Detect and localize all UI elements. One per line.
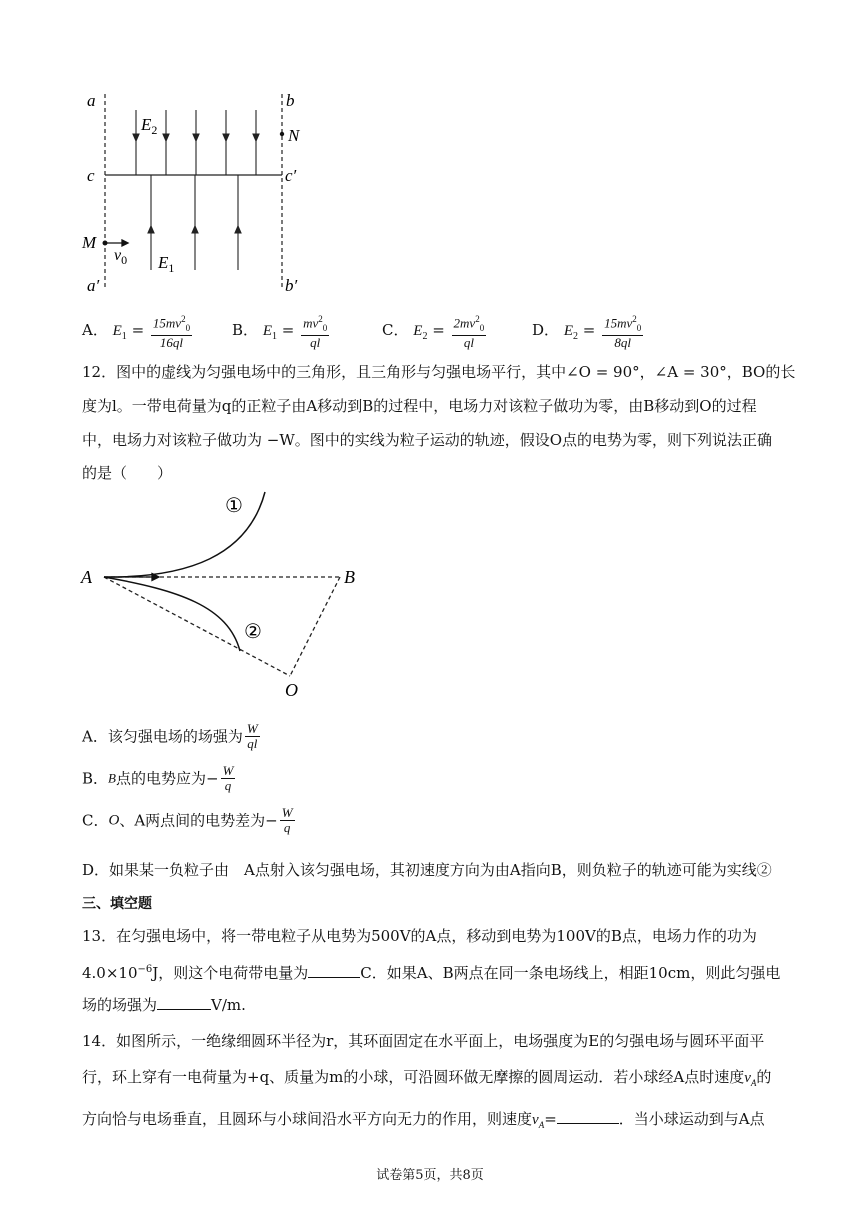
- option-text: A．该匀强电场的场强为: [82, 727, 243, 746]
- text: V/m.: [211, 996, 246, 1014]
- label-point-a: A: [81, 567, 92, 587]
- option-text: 点的电势应为−: [115, 769, 219, 788]
- text: 方向恰与电场垂直，且圆环与小球间沿水平方向无力的作用，则速度: [82, 1110, 533, 1128]
- q12-option-a: [82, 722, 262, 751]
- q12-line-3: 中，电场力对该粒子做功为 −W。图中的实线为粒子运动的轨迹，假设O点的电势为零，则下列说法正确: [82, 431, 773, 449]
- label-v0: $v_0$: [114, 247, 128, 267]
- option-letter: C．: [82, 811, 109, 830]
- text: J，则这个电荷带电量为: [152, 964, 309, 982]
- answer-blank-velocity[interactable]: [557, 1108, 619, 1124]
- point-n: [280, 132, 284, 136]
- label-point-b: B: [344, 567, 355, 587]
- label-b: b: [286, 91, 295, 110]
- q12-option-d: D．如果某一负粒子由 A点射入该匀强电场，其初速度方向为由A指向B，则负粒子的轨迹可能为实线②: [82, 861, 772, 879]
- option-var: B: [108, 770, 116, 786]
- dashed-side-bo: [290, 577, 340, 676]
- q12-line-1: 12．图中的虚线为匀强电场中的三角形，且三角形与匀强电场平行，其中∠O = 90°，∠A = 30°，BO的长: [82, 363, 796, 381]
- q11-option-c: C． $E_2$ = $\frac{2mv^2_0}{ql}$: [382, 314, 485, 350]
- v0-arrow: [105, 240, 128, 246]
- exponent: −6: [137, 964, 153, 975]
- label-a: a: [87, 91, 96, 110]
- page-footer: 试卷第5页，共8页: [376, 1168, 484, 1183]
- option-letter: A．: [82, 320, 108, 339]
- q14-line-3: [82, 1108, 765, 1135]
- label-c-prime: c′: [285, 166, 297, 185]
- fraction: $\frac{15mv^2_0}{8ql}$: [604, 314, 642, 350]
- text: 行，环上穿有一电荷量为+q、质量为m的小球，可沿圆环做无摩擦的圆周运动．若小球经A点时速度: [82, 1068, 745, 1086]
- q11-options-row: [82, 312, 782, 350]
- option-letter: B．: [232, 320, 259, 339]
- dashed-side-ao: [104, 577, 290, 676]
- fraction: $\frac{W}{ql}$: [246, 721, 258, 751]
- label-c: c: [87, 166, 95, 185]
- text: =: [544, 1110, 557, 1128]
- option-lhs: $E_2$: [413, 322, 428, 342]
- q12-line-2: 度为l。一带电荷量为q的正粒子由A移动到B的过程中，电场力对该粒子做功为零，由B移动到O的过程: [82, 397, 757, 415]
- option-var: O: [108, 812, 120, 829]
- label-e1: $E_1$: [158, 253, 175, 275]
- text: 场的场强为: [82, 996, 158, 1014]
- text: 4.0×10: [82, 964, 138, 982]
- option-letter: B．: [82, 769, 109, 788]
- q13-line-2: [82, 960, 780, 983]
- label-n: N: [288, 126, 300, 145]
- q11-option-a: A． $E_1$ = $\frac{15mv^2_0}{16ql}$: [82, 314, 191, 350]
- q12-option-c: [82, 806, 297, 835]
- q12-option-b: [82, 764, 237, 793]
- figure-electric-field-regions: [78, 88, 308, 298]
- fraction: $\frac{2mv^2_0}{ql}$: [453, 314, 485, 350]
- fraction: $\frac{mv^2_0}{ql}$: [303, 314, 328, 350]
- var-va: $v_A$: [532, 1112, 545, 1130]
- q13-line-3: [82, 994, 246, 1015]
- label-path-2: ②: [244, 621, 262, 643]
- option-letter: D．: [532, 320, 560, 339]
- label-m: M: [82, 233, 97, 252]
- e2-field-lines: [133, 110, 259, 175]
- option-text: 、A两点间的电势差为−: [119, 811, 278, 830]
- label-e2: $E_2$: [141, 115, 158, 137]
- fraction: $\frac{15mv^2_0}{16ql}$: [152, 314, 191, 350]
- option-letter: C．: [382, 320, 409, 339]
- text: 的: [756, 1068, 772, 1086]
- q14-line-1: 14．如图所示，一绝缘细圆环半径为r，其环面固定在水平面上，电场强度为E的匀强电场与圆环平面平: [82, 1032, 765, 1050]
- q12-line-4: 的是（ ）: [82, 464, 173, 482]
- label-b-prime: b′: [285, 276, 298, 295]
- label-a-prime: a′: [87, 276, 100, 295]
- text: C．如果A、B两点在同一条电场线上，相距10cm，则此匀强电: [360, 964, 781, 982]
- text: ．当小球运动到与A点: [618, 1110, 765, 1128]
- answer-blank-field-strength[interactable]: [157, 994, 211, 1010]
- option-lhs: $E_1$: [262, 322, 277, 342]
- q13-line-1: 13．在匀强电场中，将一带电粒子从电势为500V的A点，移动到电势为100V的B点，电场力作的功为: [82, 927, 757, 945]
- fraction: $\frac{W}{q}$: [222, 763, 234, 793]
- answer-blank-charge[interactable]: [308, 962, 360, 978]
- figure-triangle-trajectories: [78, 486, 378, 706]
- q14-line-2: [82, 1067, 771, 1093]
- q11-option-d: D． $E_2$ = $\frac{15mv^2_0}{8ql}$: [532, 314, 642, 350]
- option-lhs: $E_1$: [112, 322, 127, 342]
- fraction: $\frac{W}{q}$: [281, 805, 293, 835]
- label-path-1: ①: [225, 495, 243, 517]
- label-point-o: O: [285, 680, 298, 700]
- var-va: $v_A$: [744, 1070, 757, 1088]
- q11-option-b: B． $E_1$ = $\frac{mv^2_0}{ql}$: [232, 314, 328, 350]
- option-lhs: $E_2$: [563, 322, 578, 342]
- section-heading-fill-blank: 三、填空题: [82, 896, 152, 912]
